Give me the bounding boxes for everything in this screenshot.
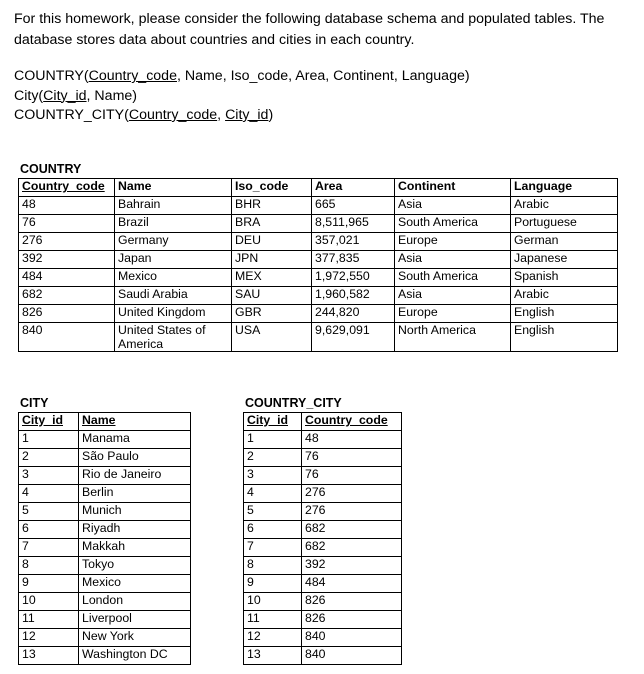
cc-country-code-cell: 682 — [302, 521, 402, 539]
city-row — [19, 431, 191, 449]
country-row — [19, 323, 618, 352]
cc-city-id-cell: 11 — [244, 611, 302, 629]
country-city-table — [243, 412, 402, 665]
cc-country-code-cell: 392 — [302, 557, 402, 575]
country-table — [18, 178, 618, 352]
cc-city-id-cell: 8 — [244, 557, 302, 575]
city-id-cell: 4 — [19, 485, 79, 503]
schema-country-city — [14, 106, 470, 126]
cc-country-code-cell: 826 — [302, 593, 402, 611]
city-row — [19, 503, 191, 521]
country-col-country-code: Country_code — [19, 179, 115, 197]
country-name-cell: Brazil — [115, 215, 232, 233]
country-code-cell: 392 — [19, 251, 115, 269]
schema-cc-sep: , — [217, 107, 226, 123]
city-col-city-id: City_id — [19, 413, 79, 431]
city-name-cell: Rio de Janeiro — [79, 467, 191, 485]
country-city-table-body — [244, 431, 402, 665]
country-city-row — [244, 575, 402, 593]
city-table-body — [19, 431, 191, 665]
country-city-row — [244, 431, 402, 449]
iso-code-cell: USA — [232, 323, 312, 352]
country-row — [19, 287, 618, 305]
city-name-cell: Berlin — [79, 485, 191, 503]
country-row — [19, 269, 618, 287]
country-city-header-row — [244, 413, 402, 431]
country-city-row — [244, 611, 402, 629]
country-header-row — [19, 179, 618, 197]
city-table-title: CITY — [20, 396, 49, 410]
city-row — [19, 521, 191, 539]
city-row — [19, 485, 191, 503]
iso-code-cell: BRA — [232, 215, 312, 233]
country-city-row — [244, 629, 402, 647]
schema-country-name: COUNTRY( — [14, 68, 89, 84]
cc-country-code-cell: 276 — [302, 485, 402, 503]
city-row — [19, 575, 191, 593]
iso-code-cell: SAU — [232, 287, 312, 305]
country-name-cell: Japan — [115, 251, 232, 269]
language-cell: Spanish — [511, 269, 618, 287]
country-city-row — [244, 521, 402, 539]
schema-city-rest: , Name) — [86, 87, 137, 104]
country-code-cell: 840 — [19, 323, 115, 352]
country-name-cell: Saudi Arabia — [115, 287, 232, 305]
city-name-cell: Washington DC — [79, 647, 191, 665]
country-row — [19, 233, 618, 251]
country-code-cell: 826 — [19, 305, 115, 323]
language-cell: Arabic — [511, 287, 618, 305]
language-cell: Arabic — [511, 197, 618, 215]
cc-city-id-cell: 7 — [244, 539, 302, 557]
city-id-cell: 9 — [19, 575, 79, 593]
language-cell: English — [511, 323, 618, 352]
cc-col-city-id: City_id — [244, 413, 302, 431]
city-id-cell: 7 — [19, 539, 79, 557]
area-cell: 1,960,582 — [312, 287, 395, 305]
city-name-cell: Makkah — [79, 539, 191, 557]
area-cell: 1,972,550 — [312, 269, 395, 287]
country-code-cell: 76 — [19, 215, 115, 233]
city-row — [19, 629, 191, 647]
cc-country-code-cell: 840 — [302, 629, 402, 647]
cc-city-id-cell: 9 — [244, 575, 302, 593]
cc-country-code-cell: 484 — [302, 575, 402, 593]
country-row — [19, 251, 618, 269]
language-cell: Portuguese — [511, 215, 618, 233]
iso-code-cell: JPN — [232, 251, 312, 269]
area-cell: 357,021 — [312, 233, 395, 251]
cc-city-id-cell: 6 — [244, 521, 302, 539]
intro-paragraph: For this homework, please consider the following database schema and populated tables. The database stores data about countries and cities in each country. — [14, 11, 605, 48]
city-id-cell: 10 — [19, 593, 79, 611]
country-name-cell: United Kingdom — [115, 305, 232, 323]
continent-cell: Europe — [395, 305, 511, 323]
continent-cell: North America — [395, 323, 511, 352]
city-name-cell: Tokyo — [79, 557, 191, 575]
schema-definitions — [14, 67, 470, 126]
cc-city-id-cell: 3 — [244, 467, 302, 485]
country-city-row — [244, 647, 402, 665]
city-name-cell: Manama — [79, 431, 191, 449]
country-code-cell: 276 — [19, 233, 115, 251]
area-cell: 665 — [312, 197, 395, 215]
country-city-table-title: COUNTRY_CITY — [245, 396, 342, 410]
country-row — [19, 305, 618, 323]
country-table-body — [19, 197, 618, 352]
cc-city-id-cell: 5 — [244, 503, 302, 521]
area-cell: 8,511,965 — [312, 215, 395, 233]
continent-cell: Asia — [395, 251, 511, 269]
cc-country-code-cell: 48 — [302, 431, 402, 449]
schema-cc-key2: City_id — [225, 107, 269, 123]
iso-code-cell: BHR — [232, 197, 312, 215]
country-name-cell: Germany — [115, 233, 232, 251]
country-col-iso-code: Iso_code — [232, 179, 312, 197]
area-cell: 244,820 — [312, 305, 395, 323]
country-col-name: Name — [115, 179, 232, 197]
city-row — [19, 539, 191, 557]
schema-cc-key1: Country_code — [128, 107, 218, 123]
schema-cc-end: ) — [268, 107, 274, 123]
continent-cell: Europe — [395, 233, 511, 251]
cc-country-code-cell: 826 — [302, 611, 402, 629]
city-name-cell: New York — [79, 629, 191, 647]
country-name-cell: Bahrain — [115, 197, 232, 215]
cc-col-country-code: Country_code — [302, 413, 402, 431]
city-table — [18, 412, 191, 665]
continent-cell: South America — [395, 215, 511, 233]
schema-country-key: Country_code — [88, 68, 177, 84]
cc-city-id-cell: 10 — [244, 593, 302, 611]
city-name-cell: London — [79, 593, 191, 611]
cc-city-id-cell: 12 — [244, 629, 302, 647]
country-city-row — [244, 467, 402, 485]
country-code-cell: 48 — [19, 197, 115, 215]
city-row — [19, 611, 191, 629]
city-id-cell: 3 — [19, 467, 79, 485]
continent-cell: Asia — [395, 197, 511, 215]
city-row — [19, 593, 191, 611]
cc-city-id-cell: 13 — [244, 647, 302, 665]
iso-code-cell: DEU — [232, 233, 312, 251]
city-id-cell: 5 — [19, 503, 79, 521]
schema-cc-name: COUNTRY_CITY( — [14, 107, 129, 123]
schema-city-name: City( — [14, 87, 44, 104]
city-name-cell: Munich — [79, 503, 191, 521]
country-name-cell: United States of America — [115, 323, 232, 352]
city-name-cell: Mexico — [79, 575, 191, 593]
language-cell: Japanese — [511, 251, 618, 269]
country-row — [19, 215, 618, 233]
country-city-row — [244, 593, 402, 611]
area-cell: 9,629,091 — [312, 323, 395, 352]
country-col-area: Area — [312, 179, 395, 197]
continent-cell: South America — [395, 269, 511, 287]
country-city-row — [244, 449, 402, 467]
country-name-cell: Mexico — [115, 269, 232, 287]
city-name-cell: Riyadh — [79, 521, 191, 539]
cc-city-id-cell: 2 — [244, 449, 302, 467]
country-city-row — [244, 485, 402, 503]
city-id-cell: 11 — [19, 611, 79, 629]
cc-country-code-cell: 76 — [302, 467, 402, 485]
country-code-cell: 484 — [19, 269, 115, 287]
city-row — [19, 647, 191, 665]
city-id-cell: 1 — [19, 431, 79, 449]
city-row — [19, 557, 191, 575]
city-id-cell: 2 — [19, 449, 79, 467]
iso-code-cell: GBR — [232, 305, 312, 323]
city-id-cell: 13 — [19, 647, 79, 665]
schema-city-key: City_id — [43, 87, 87, 104]
city-col-name: Name — [79, 413, 191, 431]
city-id-cell: 8 — [19, 557, 79, 575]
iso-code-cell: MEX — [232, 269, 312, 287]
language-cell: German — [511, 233, 618, 251]
country-col-language: Language — [511, 179, 618, 197]
cc-country-code-cell: 276 — [302, 503, 402, 521]
cc-country-code-cell: 76 — [302, 449, 402, 467]
city-name-cell: São Paulo — [79, 449, 191, 467]
country-row — [19, 197, 618, 215]
schema-country-rest: , Name, Iso_code, Area, Continent, Language) — [176, 68, 470, 84]
country-col-continent: Continent — [395, 179, 511, 197]
city-id-cell: 6 — [19, 521, 79, 539]
country-code-cell: 682 — [19, 287, 115, 305]
country-city-row — [244, 503, 402, 521]
city-id-cell: 12 — [19, 629, 79, 647]
city-header-row — [19, 413, 191, 431]
city-row — [19, 467, 191, 485]
cc-country-code-cell: 840 — [302, 647, 402, 665]
schema-city — [14, 87, 470, 107]
area-cell: 377,835 — [312, 251, 395, 269]
cc-city-id-cell: 4 — [244, 485, 302, 503]
language-cell: English — [511, 305, 618, 323]
schema-country — [14, 67, 470, 87]
city-name-cell: Liverpool — [79, 611, 191, 629]
country-city-row — [244, 539, 402, 557]
country-city-row — [244, 557, 402, 575]
city-row — [19, 449, 191, 467]
cc-country-code-cell: 682 — [302, 539, 402, 557]
country-table-title: COUNTRY — [20, 162, 82, 176]
cc-city-id-cell: 1 — [244, 431, 302, 449]
continent-cell: Asia — [395, 287, 511, 305]
